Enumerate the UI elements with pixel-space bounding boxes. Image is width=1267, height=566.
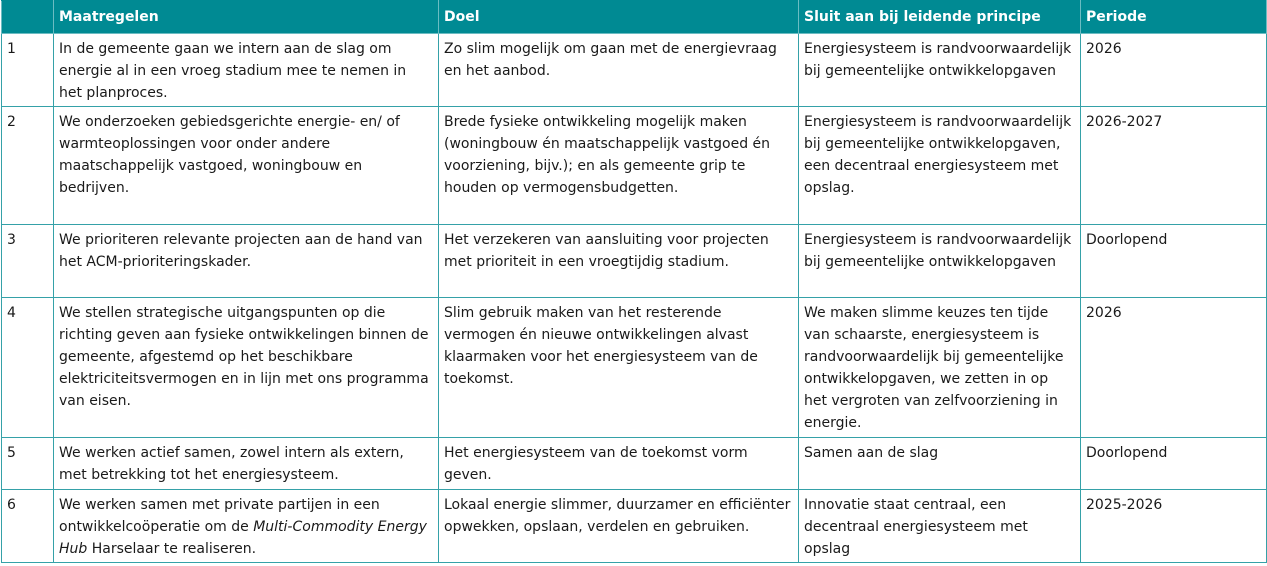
periode-cell: 2026	[1081, 298, 1267, 438]
header-periode: Periode	[1081, 1, 1267, 34]
principe-cell: We maken slimme keuzes ten tijde van schaarste, energiesysteem is randvoorwaardelijk bij gemeentelijke ontwikkelopgaven, we zetten in op het vergroten van zelfvoorziening in energie.	[799, 298, 1081, 438]
header-number	[2, 1, 54, 34]
row-number: 4	[2, 298, 54, 438]
header-doel: Doel	[439, 1, 799, 34]
doel-cell: Het energiesysteem van de toekomst vorm geven.	[439, 438, 799, 490]
principe-cell: Innovatie staat centraal, een decentraal energiesysteem met opslag	[799, 490, 1081, 563]
periode-cell: 2026-2027	[1081, 107, 1267, 225]
table-row	[2, 34, 1267, 107]
periode-cell: Doorlopend	[1081, 225, 1267, 298]
doel-cell: Zo slim mogelijk om gaan met de energievraag en het aanbod.	[439, 34, 799, 107]
table-row	[2, 490, 1267, 563]
principe-cell: Energiesysteem is randvoorwaardelijk bij gemeentelijke ontwikkelopgaven	[799, 225, 1081, 298]
maatregel-cell: We onderzoeken gebiedsgerichte energie- en/ of warmteoplossingen voor onder andere maatschappelijk vastgoed, woningbouw en bedrijven.	[54, 107, 439, 225]
table-row	[2, 298, 1267, 438]
maatregel-text: We werken samen met private partijen in een ontwikkelcoöperatie om de	[59, 497, 380, 535]
maatregel-cell	[54, 490, 439, 563]
row-number: 1	[2, 34, 54, 107]
maatregel-emphasis: Multi-Commodity Energy Hub	[59, 519, 427, 557]
table-row	[2, 225, 1267, 298]
row-number: 6	[2, 490, 54, 563]
maatregel-cell: In de gemeente gaan we intern aan de slag om energie al in een vroeg stadium mee te nemen in het planproces.	[54, 34, 439, 107]
table-header-row	[2, 1, 1267, 34]
periode-cell: 2026	[1081, 34, 1267, 107]
periode-cell: Doorlopend	[1081, 438, 1267, 490]
principe-cell: Energiesysteem is randvoorwaardelijk bij gemeentelijke ontwikkelopgaven, een decentraal energiesysteem met opslag.	[799, 107, 1081, 225]
maatregel-cell: We werken actief samen, zowel intern als extern, met betrekking tot het energiesysteem.	[54, 438, 439, 490]
header-principe: Sluit aan bij leidende principe	[799, 1, 1081, 34]
principe-cell: Samen aan de slag	[799, 438, 1081, 490]
table-row	[2, 107, 1267, 225]
doel-cell: Het verzekeren van aansluiting voor projecten met prioriteit in een vroegtijdig stadium.	[439, 225, 799, 298]
doel-cell: Slim gebruik maken van het resterende vermogen én nieuwe ontwikkelingen alvast klaarmaken voor het energiesysteem van de toekomst.	[439, 298, 799, 438]
doel-cell: Brede fysieke ontwikkeling mogelijk maken (woningbouw én maatschappelijk vastgoed én voorziening, bijv.); en als gemeente grip te houden op vermogensbudgetten.	[439, 107, 799, 225]
doel-cell: Lokaal energie slimmer, duurzamer en efficiënter opwekken, opslaan, verdelen en gebruiken.	[439, 490, 799, 563]
row-number: 3	[2, 225, 54, 298]
table-row	[2, 438, 1267, 490]
header-maatregelen: Maatregelen	[54, 1, 439, 34]
measures-table	[1, 0, 1267, 563]
periode-cell: 2025-2026	[1081, 490, 1267, 563]
maatregel-text: Harselaar te realiseren.	[87, 541, 257, 557]
principe-cell: Energiesysteem is randvoorwaardelijk bij gemeentelijke ontwikkelopgaven	[799, 34, 1081, 107]
row-number: 2	[2, 107, 54, 225]
row-number: 5	[2, 438, 54, 490]
maatregel-cell: We stellen strategische uitgangspunten op die richting geven aan fysieke ontwikkelingen binnen de gemeente, afgestemd op het beschikbare elektriciteitsvermogen en in lijn met ons programma van eisen.	[54, 298, 439, 438]
maatregel-cell: We prioriteren relevante projecten aan de hand van het ACM-prioriteringskader.	[54, 225, 439, 298]
